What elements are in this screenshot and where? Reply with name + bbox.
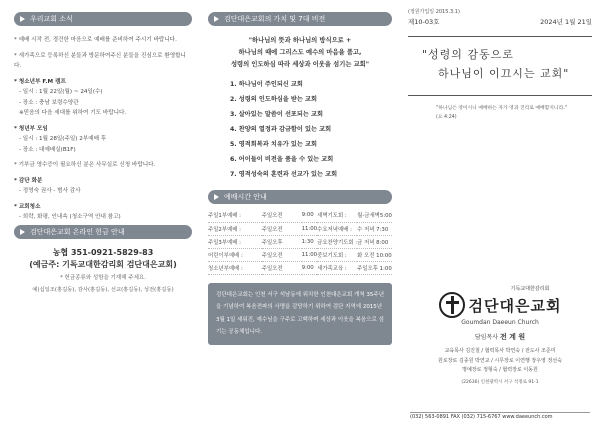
- phone-fax-web: (032) 563-0891 FAX (032) 715-6767 www.daeeunch.com: [410, 414, 553, 420]
- worship-title: 예배시간 안내: [224, 193, 267, 201]
- worship-name2: 새벽기도회 :: [317, 209, 357, 222]
- worship-name: 어린이부예배 :: [208, 248, 262, 261]
- worship-name: 주일1부예배 :: [208, 209, 262, 222]
- worship-hour: 11:00: [302, 248, 318, 261]
- worship-time2: 금 저녁 8:00: [357, 235, 392, 248]
- news-item: - 일시 : 1월 22일(월) ~ 24일(수): [19, 89, 103, 95]
- vision-column: [200, 0, 400, 424]
- vision-item: 5. 영적회복과 치유가 있는 교회: [230, 141, 317, 148]
- news-section-header: [14, 12, 192, 26]
- worship-name: 주일3부예배 :: [208, 235, 262, 248]
- denomination: 기독교대한감리회: [510, 286, 550, 292]
- worship-section-header: [208, 190, 392, 204]
- worship-time: 주일오전: [262, 261, 302, 274]
- triangle-icon: [20, 229, 25, 235]
- news-item: * 교회청소: [14, 203, 41, 210]
- worship-name2: 수요저녁예배 :: [317, 222, 357, 235]
- vision-list: [208, 77, 392, 182]
- church-name-english: Goumdan Daeeun Church: [461, 319, 539, 326]
- worship-time2: 월-금새벽5:00: [357, 209, 392, 222]
- worship-time2: 화 오전 10:00: [357, 248, 392, 261]
- pastor-label: 담임목사: [474, 334, 499, 341]
- theme-line-2: 하나님이 이끄시는 교회": [438, 67, 570, 80]
- worship-time: 주일오전: [262, 248, 302, 261]
- worship-row: [208, 235, 392, 248]
- theme-box: [408, 36, 592, 96]
- senior-pastor: [400, 332, 600, 342]
- church-about: 검단대은교회는 인천 서구 석남동에 위치한 인천대은교회 개척 35주년을 기념하여 복음전파의 사명을 감당하기 위하여 검단 지역에 2015년 3월 1일 세워진, 예수님을 구주로 고백하며 세상과 이웃을 복음으로 섬기는 공동체입니다.: [208, 283, 392, 345]
- bank-account: 농협 351-0921-5829-83: [52, 247, 154, 257]
- worship-table: [208, 209, 392, 275]
- worship-time2: 주일오후 1:00: [357, 261, 392, 274]
- issue-row: [408, 17, 592, 26]
- news-list: [14, 35, 192, 223]
- worship-row: [208, 261, 392, 274]
- vision-quote-line: "하나님의 뜻과 하나님의 방식으로 +: [248, 37, 352, 44]
- offering-note: * 헌금종류와 성함을 기재해 주세요.: [60, 274, 146, 281]
- offering-info: [14, 247, 192, 295]
- news-item: - 장소 : 충남 보령수양관: [19, 99, 79, 106]
- news-item: * 기부금 영수증이 필요하신 분은 사무실로 신청 바랍니다.: [14, 162, 156, 168]
- news-title: 우리교회 소식: [30, 15, 73, 23]
- news-item: * 청소년부 F.M 캠프: [14, 78, 66, 85]
- vision-quote-line: 하나님의 때에 그리스도 예수의 마음을 품고,: [238, 49, 362, 56]
- pastor-name: 전 계 원: [499, 333, 526, 341]
- news-item: * 새가족으로 등록하신 분들과 방문하여주신 분들을 진심으로 환영합니다.: [14, 52, 186, 69]
- account-holder: (예금주: 기독교대한감리회 검단대은교회): [29, 259, 177, 269]
- staff-list: [400, 347, 600, 376]
- news-item: * 감단 화분: [14, 177, 43, 184]
- vision-quote-line: 성령의 인도하심 따라 세상과 이웃을 섬기는 교회": [230, 61, 370, 68]
- offering-section-header: [14, 225, 192, 239]
- worship-name2: 금요찬양기도회 :: [317, 235, 357, 248]
- vision-item: 1. 하나님이 주인되신 교회: [230, 81, 303, 88]
- worship-hour: 9:00: [302, 209, 318, 222]
- theme-line-1: "성령의 감동으로: [422, 48, 514, 61]
- news-item: - 장소 : 대예배실(B1F): [19, 146, 76, 153]
- news-item: * 청년부 모임: [14, 125, 48, 132]
- worship-time: 주일오전: [262, 222, 302, 235]
- vision-item: 2. 성령의 인도하심을 받는 교회: [230, 96, 317, 103]
- news-item: - 정영숙 권사 - 범사 감사: [19, 188, 81, 194]
- triangle-icon: [20, 16, 25, 22]
- triangle-icon: [214, 194, 219, 200]
- news-item: ※믿음의 다음 세대를 위하여 기도 바랍니다.: [19, 110, 127, 116]
- staff-line: 명예장로 정형숙 / 협력장로 이동원: [462, 367, 538, 373]
- worship-hour: 9:00: [302, 261, 318, 274]
- vision-item: 6. 어이들이 비전을 품을 수 있는 교회: [230, 156, 334, 163]
- registration-line: [408, 8, 592, 15]
- cross-logo-icon: [439, 292, 465, 318]
- vision-section-header: [208, 12, 392, 26]
- worship-hour: 1:30: [302, 235, 318, 248]
- news-item: * 예배 시작 전, 경건한 마음으로 예배를 준비하여 주시기 바랍니다.: [14, 37, 177, 43]
- worship-row: [208, 248, 392, 261]
- bulletin-date: 2024년 1월 21일: [540, 18, 592, 26]
- worship-time: 주일오후: [262, 235, 302, 248]
- worship-name2: 새가족교육 :: [317, 261, 357, 274]
- worship-name2: 중보기도회 :: [317, 248, 357, 261]
- vision-item: 4. 찬양의 열정과 감금함이 있는 교회: [230, 126, 332, 133]
- worship-time: 주일오전: [262, 209, 302, 222]
- worship-time2: 수 저녁 7:30: [357, 222, 392, 235]
- cover-column: [400, 0, 600, 424]
- news-item: - 일시 : 1월 28일(주일) 2부예배 후: [19, 136, 107, 142]
- worship-section: [208, 190, 392, 275]
- church-name: 검단대은교회: [468, 296, 562, 315]
- scripture-verse: [408, 104, 592, 122]
- news-column: [0, 0, 200, 424]
- registration-text: (정원가입일 2015.3.1): [408, 9, 460, 15]
- worship-row: [208, 222, 392, 235]
- worship-hour: 11:00: [302, 222, 318, 235]
- news-item: - 희락, 화평, 인내속 (청소구역 안내 참고): [19, 214, 121, 220]
- church-logo: [400, 292, 600, 318]
- worship-name: 주일2부예배 :: [208, 222, 262, 235]
- verse-reference: (요 4:24): [436, 115, 457, 120]
- vision-title: 검단대은교회의 가치 및 7대 비전: [224, 15, 326, 23]
- triangle-icon: [214, 16, 219, 22]
- church-address: (22636) 인천광역시 서구 석정로 91-1: [461, 379, 539, 385]
- staff-line: 원로장로 김종원 박연교 / 시무장로 이연행 장우영 정선숙: [438, 357, 562, 364]
- vision-quote: [208, 35, 392, 71]
- issue-number: 제10-03호: [408, 18, 440, 26]
- church-identity: [400, 285, 600, 385]
- offering-title: 검단대은교회 온라인 헌금 안내: [30, 227, 125, 236]
- worship-name: 청소년부예배 :: [208, 261, 262, 274]
- verse-text: "하나님은 영이시니 예배하는 자가 영과 진리로 예배할지니라.": [436, 106, 567, 111]
- staff-line: 교육목사 김진철 / 협력목사 박연숙 / 전도사 조준미: [444, 348, 556, 354]
- vision-item: 3. 살아있는 말씀이 선포되는 교회: [230, 111, 323, 118]
- vision-item: 7. 영적성숙의 훈련과 선교가 있는 교회: [230, 171, 338, 178]
- contact-bar: [410, 412, 590, 420]
- worship-row: [208, 209, 392, 222]
- offering-categories: 예)십일조(홍길동), 감사(홍길동), 선교(홍길동), 성전(홍길동): [32, 286, 174, 293]
